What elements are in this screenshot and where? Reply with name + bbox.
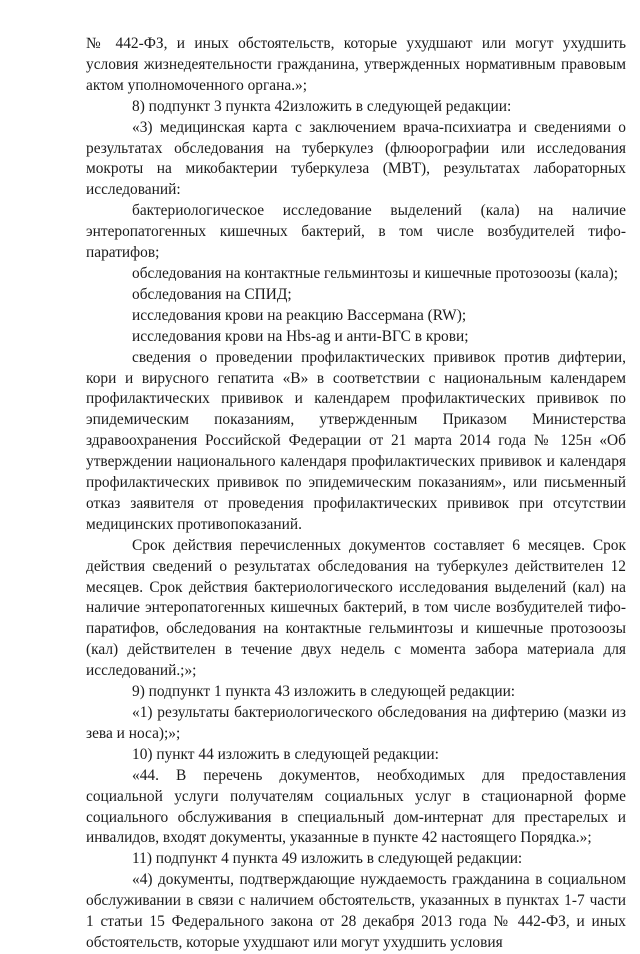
paragraph-10: Срок действия перечисленных документов составляет 6 месяцев. Срок действия сведений о результатах обследования на туберкулез действителен 12 месяцев. Срок действия бактериологического исследования выделений (кал) на наличие энтеропатогенных кишечных бактерий, в том числе возбудителей тифо-паратифов, обследования на контактные гельминтозы и кишечные протозоозы (кал) действителен в течение двух недель с момента забора материала для исследований.;»; (86, 536, 626, 680)
paragraph-3: «3) медицинская карта с заключением врача-психиатра и сведениями о результатах обследования на туберкулез (флюорографии или исследования мокроты на микобактерии туберкулеза (МВТ), результатах лабораторных исследований: (86, 118, 626, 199)
paragraph-8: исследования крови на Hbs-ag и анти-ВГС в крови; (132, 327, 469, 345)
paragraph-4: бактериологическое исследование выделений (кала) на наличие энтеропатогенных кишечных бактерий, в том числе возбудителей тифо-паратифов; (86, 202, 626, 262)
paragraph-9: сведения о проведении профилактических прививок против дифтерии, кори и вирусного гепатита «В» в соответствии с национальным календарем профилактических прививок и календарем профилактических прививок по эпидемическим показаниям, утвержденным Приказом Министерства здравоохранения Российской Федерации от 21 марта 2014 года № 125н «Об утверждении национального календаря профилактических прививок и календаря профилактических прививок по эпидемическим показаниям», или письменный отказ заявителя от проведения профилактических прививок при отсутствии медицинских противопоказаний. (86, 348, 626, 533)
paragraph-15: 11) подпункт 4 пункта 49 изложить в следующей редакции: (132, 850, 523, 868)
paragraph-7: исследования крови на реакцию Вассермана (RW); (132, 306, 467, 324)
paragraph-16: «4) документы, подтверждающие нуждаемость гражданина в социальном обслуживании в связи с наличием обстоятельств, указанных в пунктах 1-7 части 1 статьи 15 Федерального закона от 28 декабря 2013 года № 442-ФЗ, и иных обстоятельств, которые ухудшают или могут ухудшить условия (86, 871, 626, 951)
paragraph-12: «1) результаты бактериологического обследования на дифтерию (мазки из зева и носа);»; (86, 704, 626, 742)
paragraph-14: «44. В перечень документов, необходимых для предоставления социальной услуги получателям социальных услуг в стационарной форме социального обслуживания в специальный дом-интернат для престарелых и инвалидов, входят документы, указанные в пункте 42 настоящего Порядка.»; (86, 766, 626, 847)
paragraph-13: 10) пункт 44 изложить в следующей редакции: (132, 745, 439, 763)
paragraph-1: № 442-ФЗ, и иных обстоятельств, которые ухудшают или могут ухудшить условия жизнедеятельности гражданина, утвержденных нормативным правовым актом уполномоченного органа.»; (86, 35, 626, 94)
paragraph-5: обследования на контактные гельминтозы и кишечные протозоозы (кала); (132, 264, 618, 282)
paragraph-11: 9) подпункт 1 пункта 43 изложить в следующей редакции: (132, 683, 516, 701)
paragraph-2: 8) подпункт 3 пункта 42изложить в следующей редакции: (132, 97, 512, 115)
document-page (86, 34, 626, 954)
paragraph-6: обследования на СПИД; (132, 285, 292, 303)
